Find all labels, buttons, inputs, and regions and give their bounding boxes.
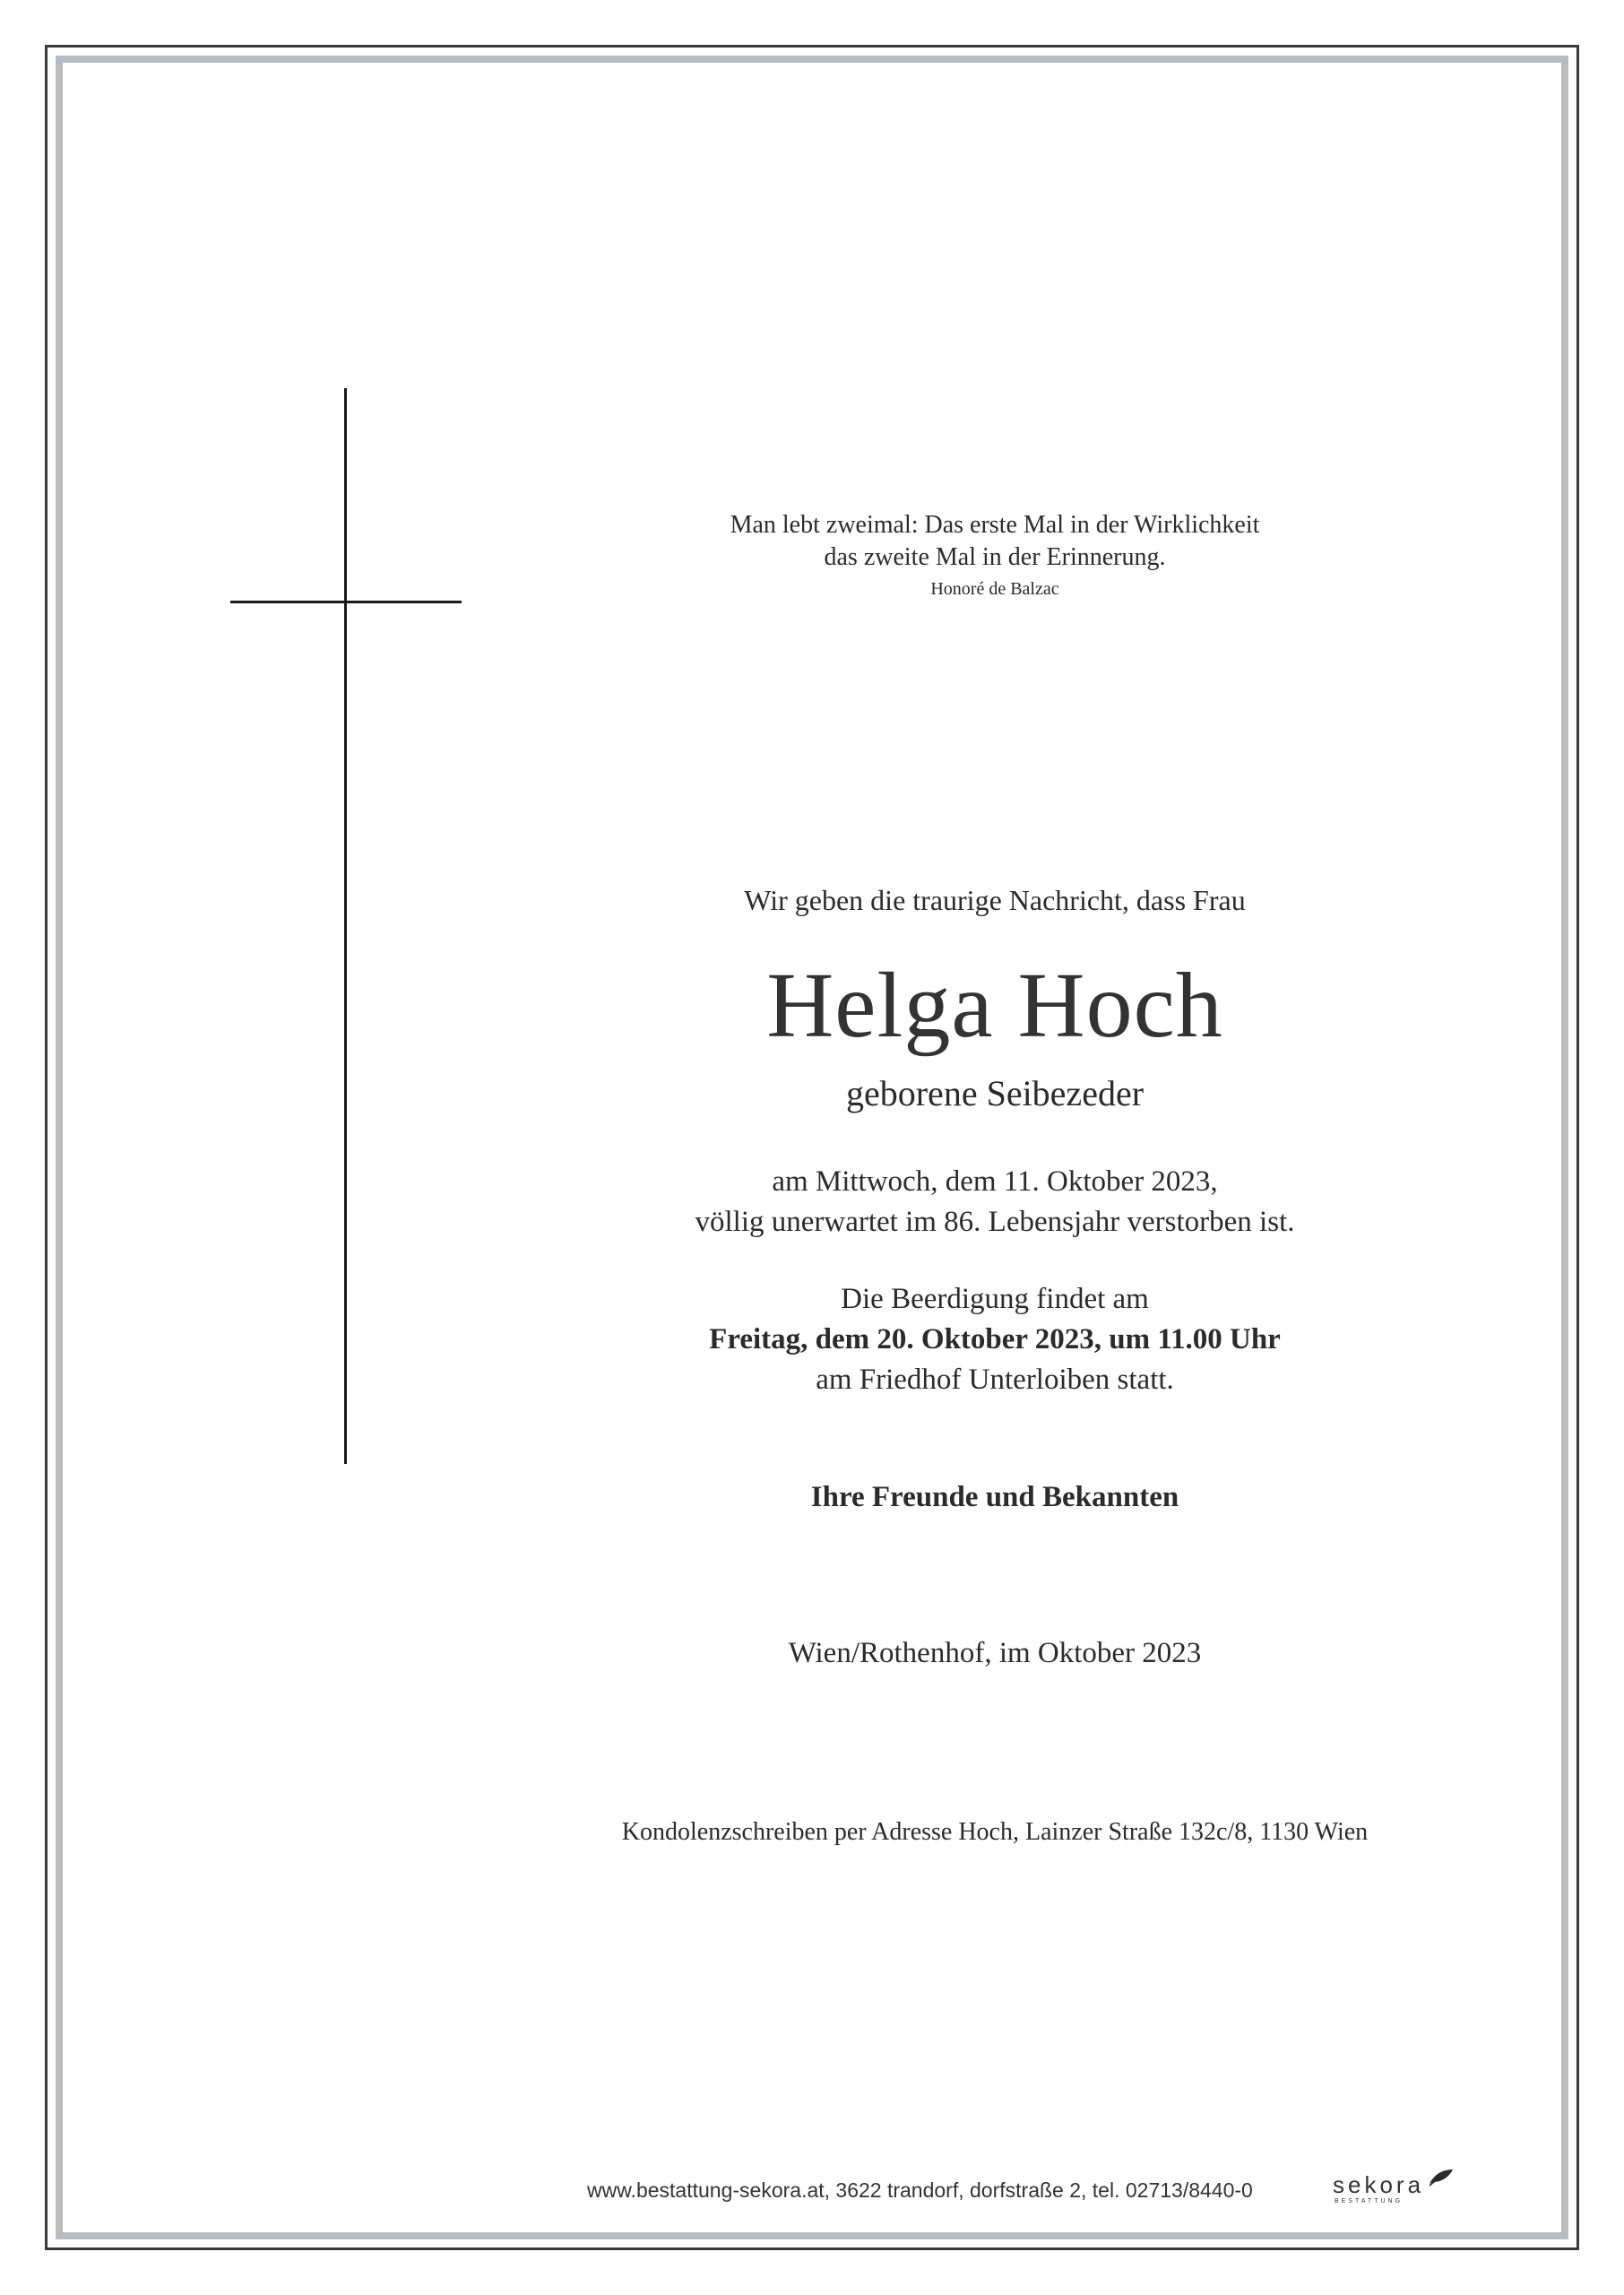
death-date-line: am Mittwoch, dem 11. Oktober 2023, bbox=[772, 1165, 1218, 1198]
funeral-home-contact: www.bestattung-sekora.at, 3622 trandorf, dorfstraße 2, tel. 02713/8440-0 bbox=[587, 2178, 1253, 2202]
announcement-text: Wir geben die traurige Nachricht, dass Frau bbox=[744, 884, 1246, 916]
quote-line-1: Man lebt zweimal: Das erste Mal in der Wirklichkeit bbox=[730, 511, 1260, 539]
funeral-intro: Die Beerdigung findet am bbox=[841, 1283, 1149, 1315]
birth-name: geborene Seibezeder bbox=[845, 1073, 1145, 1113]
leaf-icon bbox=[1428, 2168, 1455, 2187]
sekora-logo bbox=[1333, 2171, 1424, 2205]
condolence-address: Kondolenzschreiben per Adresse Hoch, Lainzer Straße 132c/8, 1130 Wien bbox=[621, 1818, 1369, 1846]
quote-author: Honoré de Balzac bbox=[930, 579, 1059, 599]
mourners-signature: Ihre Freunde und Bekannten bbox=[810, 1481, 1179, 1513]
inner-frame bbox=[56, 56, 1568, 2239]
quote-line-2: das zweite Mal in der Erinnerung. bbox=[824, 543, 1166, 571]
cross-vertical-bar bbox=[344, 388, 347, 1464]
funeral-location: am Friedhof Unterloiben statt. bbox=[816, 1364, 1174, 1396]
cross-horizontal-bar bbox=[230, 601, 462, 603]
deceased-name: Helga Hoch bbox=[766, 954, 1223, 1057]
place-date: Wien/Rothenhof, im Oktober 2023 bbox=[788, 1637, 1202, 1669]
death-age-line: völlig unerwartet im 86. Lebensjahr verstorben ist. bbox=[695, 1206, 1295, 1238]
logo-subtitle: BESTATTUNG bbox=[1335, 2198, 1404, 2204]
funeral-date-time: Freitag, dem 20. Oktober 2023, um 11.00 Uhr bbox=[709, 1323, 1281, 1355]
logo-wordmark: sekora bbox=[1333, 2171, 1425, 2198]
